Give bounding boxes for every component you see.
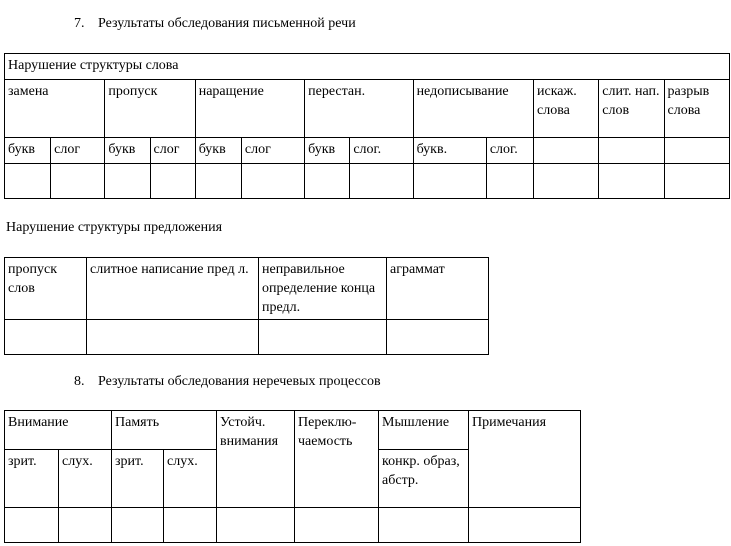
word-header-perestan: перестан. (305, 80, 413, 138)
section-7-heading (74, 16, 356, 32)
word-sub-cell: слог. (350, 138, 413, 164)
word-data-cell (599, 164, 664, 199)
word-data-cell (486, 164, 533, 199)
word-data-cell (241, 164, 304, 199)
word-header-razryv: разрыв слова (664, 80, 729, 138)
nonverbal-header-thinking: Мышление (379, 411, 469, 450)
nonverbal-data-cell (5, 508, 59, 543)
section-7-title: Результаты обследования письменной речи (98, 16, 356, 31)
word-structure-table (4, 53, 730, 199)
nonverbal-data-cell (469, 508, 581, 543)
nonverbal-sub-cell: зрит. (112, 450, 164, 508)
sentence-header-propusk: пропуск слов (5, 258, 87, 320)
section-8-number: 8. (74, 374, 85, 389)
word-header-propusk: пропуск (105, 80, 195, 138)
word-empty-cell (534, 138, 599, 164)
word-header-iskazh: искаж. слова (534, 80, 599, 138)
sentence-data-cell (387, 320, 489, 355)
word-sub-cell: букв (5, 138, 51, 164)
word-sub-cell: букв (105, 138, 150, 164)
word-data-cell (105, 164, 150, 199)
word-data-cell (350, 164, 413, 199)
nonverbal-header-switching: Переклю-чаемость (295, 411, 379, 508)
nonverbal-sub-cell: слух. (59, 450, 112, 508)
word-header-narashchenie: наращение (195, 80, 304, 138)
nonverbal-thinking-types: конкр. образ, абстр. (379, 450, 469, 508)
section-8-title: Результаты обследования неречевых процессов (98, 374, 381, 389)
section-7-number: 7. (74, 16, 85, 31)
word-empty-cell (599, 138, 664, 164)
nonverbal-sub-cell: слух. (164, 450, 217, 508)
nonverbal-data-cell (295, 508, 379, 543)
nonverbal-data-cell (112, 508, 164, 543)
nonverbal-header-stability: Устойч. внимания (217, 411, 295, 508)
section-8-heading (74, 374, 381, 390)
word-table-title: Нарушение структуры слова (5, 54, 730, 80)
word-data-cell (51, 164, 105, 199)
word-sub-cell: слог (150, 138, 195, 164)
word-header-nedopisyvanie: недописывание (413, 80, 533, 138)
word-data-cell (664, 164, 729, 199)
word-data-cell (5, 164, 51, 199)
word-header-zamena: замена (5, 80, 105, 138)
word-header-slit: слит. нап. слов (599, 80, 664, 138)
word-sub-cell: слог (51, 138, 105, 164)
word-data-cell (195, 164, 241, 199)
word-data-cell (413, 164, 486, 199)
nonverbal-data-cell (217, 508, 295, 543)
sentence-header-slitnoe: слитное написание пред л. (87, 258, 259, 320)
word-sub-cell: слог. (486, 138, 533, 164)
nonverbal-header-memory: Память (112, 411, 217, 450)
nonverbal-header-notes: Примечания (469, 411, 581, 508)
sentence-header-agrammat: аграммат (387, 258, 489, 320)
nonverbal-table (4, 410, 581, 543)
nonverbal-sub-cell: зрит. (5, 450, 59, 508)
word-sub-cell: букв (305, 138, 350, 164)
word-sub-cell: букв. (413, 138, 486, 164)
sentence-structure-table (4, 257, 489, 355)
word-data-cell (305, 164, 350, 199)
nonverbal-data-cell (164, 508, 217, 543)
word-empty-cell (664, 138, 729, 164)
word-data-cell (150, 164, 195, 199)
sentence-data-cell (87, 320, 259, 355)
word-sub-cell: слог (241, 138, 304, 164)
word-sub-cell: букв (195, 138, 241, 164)
sentence-data-cell (259, 320, 387, 355)
sentence-table-title: Нарушение структуры предложения (6, 220, 223, 235)
sentence-header-konets: неправильное определение конца предл. (259, 258, 387, 320)
nonverbal-data-cell (59, 508, 112, 543)
sentence-data-cell (5, 320, 87, 355)
word-data-cell (534, 164, 599, 199)
nonverbal-data-cell (379, 508, 469, 543)
nonverbal-header-attention: Внимание (5, 411, 112, 450)
